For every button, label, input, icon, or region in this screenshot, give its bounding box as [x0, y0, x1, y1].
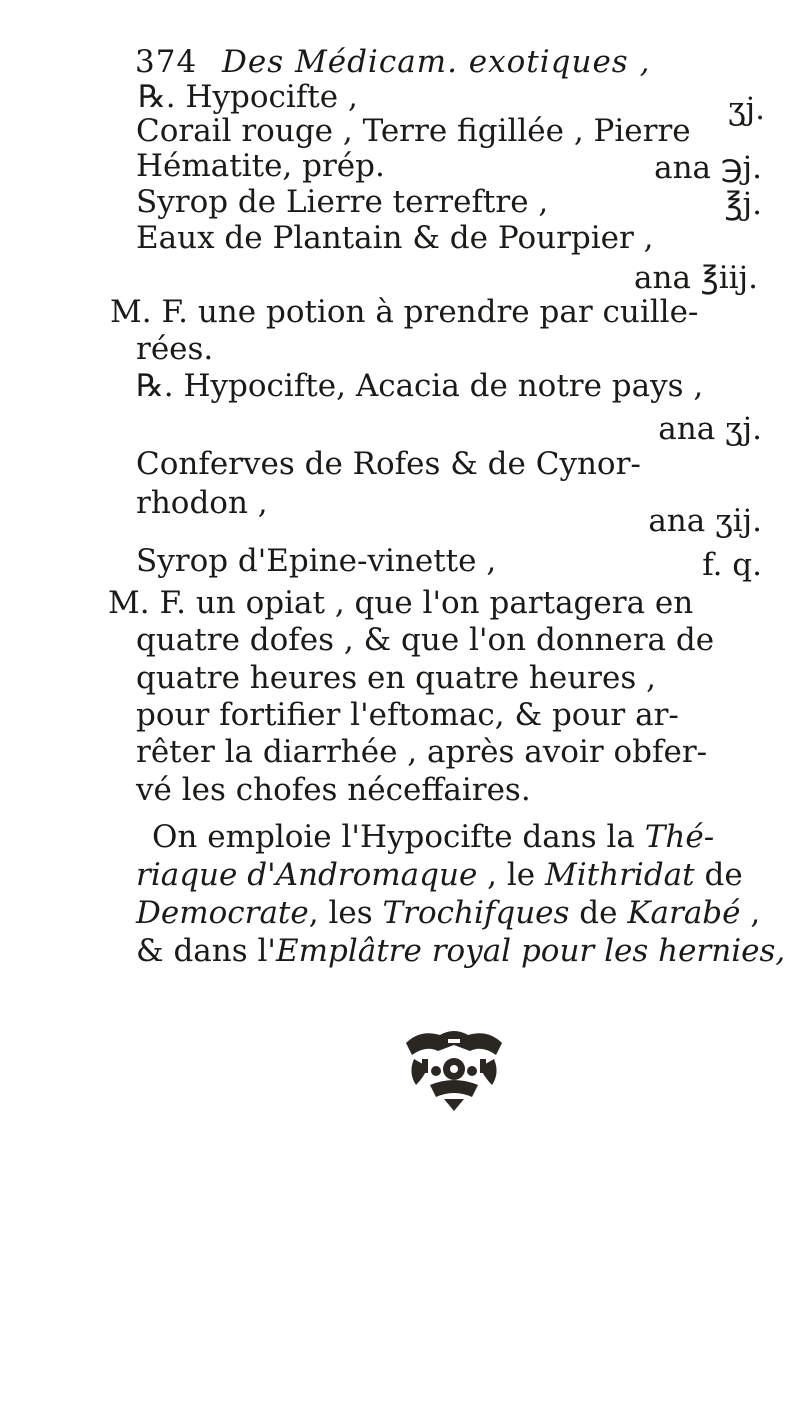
recipe-line: ℞. Hypocifte ,	[138, 79, 358, 115]
dose: ana ʒij.	[648, 503, 762, 539]
recipe-line: Syrop d'Epine-vinette ,	[136, 543, 497, 579]
italic-title: Emplâtre royal pour les hernies,	[275, 933, 786, 969]
prescription-instruction: vé les chofes néceffaires.	[136, 772, 531, 808]
text-run: de	[579, 895, 618, 931]
prescription-instruction: pour fortifier l'eftomac, & pour ar-	[136, 697, 679, 733]
dose: ana ℥iij.	[634, 260, 758, 296]
recipe-line: rhodon ,	[136, 485, 268, 521]
text-run: ,	[750, 895, 761, 931]
recipe-line: Conferves de Rofes & de Cynor-	[136, 446, 641, 482]
prescription-instruction: rées.	[136, 331, 214, 367]
recipe-line: ℞. Hypocifte, Acacia de notre pays ,	[136, 368, 704, 404]
text-run: , le	[487, 857, 536, 893]
recipe-line: Syrop de Lierre terreftre ,	[136, 184, 549, 220]
prescription-instruction: quatre heures en quatre heures ,	[136, 660, 656, 696]
dose: ℥j.	[724, 186, 762, 222]
running-header	[135, 44, 775, 80]
page-number: 374	[135, 44, 198, 80]
prescription-instruction: M. F. une potion à prendre par cuille-	[110, 294, 699, 330]
italic-title: Democrate	[136, 895, 309, 931]
dose: ana ℈j.	[654, 150, 762, 186]
text-run: & dans l'	[136, 933, 276, 969]
paragraph-line	[136, 933, 786, 969]
italic-title: Mithridat	[545, 857, 695, 893]
italic-title: riaque d'Andromaque	[136, 857, 478, 893]
prescription-instruction: rêter la diarrhée , après avoir obfer-	[136, 734, 708, 770]
printers-ornament-icon	[400, 1025, 508, 1113]
dose: f. q.	[702, 547, 762, 583]
paragraph-line	[136, 857, 743, 893]
paragraph-line	[136, 895, 761, 931]
italic-title: Karabé	[627, 895, 741, 931]
italic-title: Trochifques	[382, 895, 570, 931]
prescription-instruction: M. F. un opiat , que l'on partagera en	[108, 585, 694, 621]
running-title: Des Médicam. exotiques ,	[222, 44, 651, 80]
recipe-line: Hématite, prép.	[136, 148, 385, 184]
paragraph-line	[152, 819, 715, 855]
recipe-line: Eaux de Plantain & de Pourpier ,	[136, 220, 654, 256]
italic-title: Thé-	[644, 819, 715, 855]
text-run: de	[704, 857, 743, 893]
recipe-line: Corail rouge , Terre figillée , Pierre	[136, 113, 691, 149]
dose: ʒj.	[728, 91, 765, 127]
text-run: On emploie l'Hypocifte dans la	[152, 819, 635, 855]
prescription-instruction: quatre dofes , & que l'on donnera de	[136, 622, 715, 658]
text-run: , les	[308, 895, 373, 931]
dose: ana ʒj.	[658, 411, 762, 447]
